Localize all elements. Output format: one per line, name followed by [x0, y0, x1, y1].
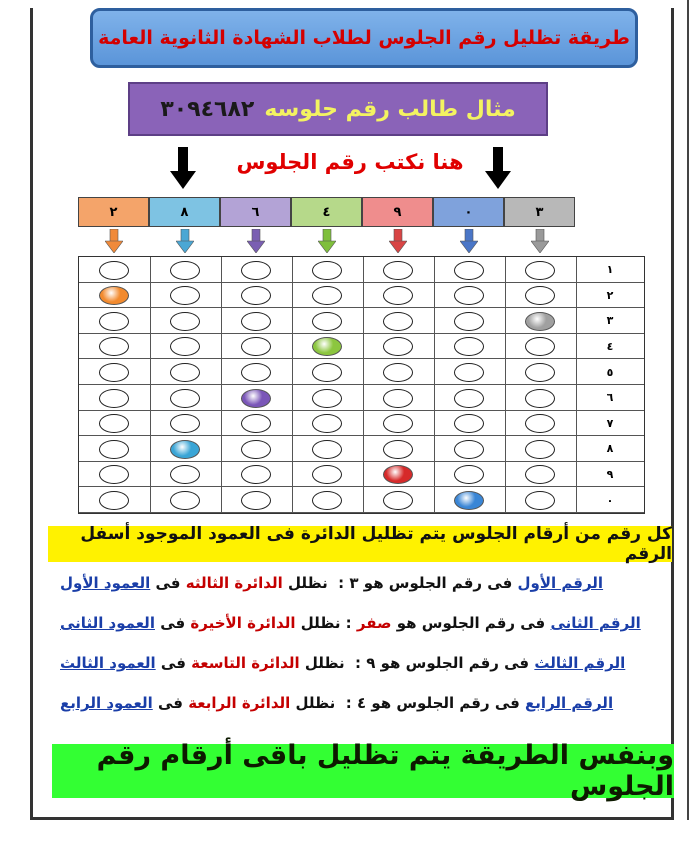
filled-bubble[interactable]: [170, 440, 200, 459]
bubble[interactable]: [241, 286, 271, 305]
bubble[interactable]: [525, 389, 555, 408]
rule-4-digit: الرقم الرابع: [525, 694, 614, 712]
bubble[interactable]: [99, 261, 129, 280]
bubble[interactable]: [454, 440, 484, 459]
bubble[interactable]: [383, 286, 413, 305]
column-arrow-icon: [247, 229, 265, 253]
row-number-label: ٠: [606, 493, 614, 507]
bubble[interactable]: [170, 312, 200, 331]
rule-1-circle: الدائرة الثالثه: [185, 574, 283, 592]
rule-1-digit: الرقم الأول: [517, 574, 604, 592]
filled-bubble[interactable]: [99, 286, 129, 305]
row-number-label: ٣: [606, 314, 614, 328]
rule-2-text2: : نظلل: [295, 614, 357, 632]
grid-row: [79, 257, 644, 283]
rule-2: [60, 608, 668, 638]
footer-text: وبنفس الطريقة يتم تظليل باقى أرقام رقم الجلوس: [96, 740, 674, 802]
row-number-label: ٩: [606, 468, 614, 482]
bubble[interactable]: [312, 491, 342, 510]
grid-column-divider: [363, 257, 364, 513]
bubble[interactable]: [312, 389, 342, 408]
bubble[interactable]: [170, 414, 200, 433]
bubble[interactable]: [383, 440, 413, 459]
row-number-label: ٤: [606, 340, 614, 354]
grid-row: [79, 436, 644, 462]
bubble[interactable]: [312, 286, 342, 305]
rule-1: [60, 568, 668, 598]
bubble[interactable]: [99, 312, 129, 331]
down-arrow-icon: [170, 147, 196, 189]
rule-3-in: فى: [155, 654, 192, 672]
bubble[interactable]: [170, 389, 200, 408]
title-text: طريقة تظليل رقم الجلوس لطلاب الشهادة الثانوية العامة: [98, 27, 630, 49]
row-number-label: ٥: [606, 365, 614, 379]
bubble[interactable]: [312, 363, 342, 382]
rule-1-text: فى رقم الجلوس هو ٣ : نظلل: [282, 574, 518, 592]
grid-row: [79, 283, 644, 309]
bubble[interactable]: [383, 363, 413, 382]
grid-row: [79, 334, 644, 360]
rule-4-text: فى رقم الجلوس هو ٤ : نظلل: [290, 694, 526, 712]
rule-2-column: العمود الثانى: [60, 614, 155, 632]
row-number-label: ٧: [606, 416, 614, 430]
row-number-label: ٢: [606, 288, 614, 302]
bubble[interactable]: [454, 389, 484, 408]
write-here-label: هنا نكتب رقم الجلوس: [236, 150, 464, 174]
bubble[interactable]: [241, 363, 271, 382]
row-number-label: ١: [606, 263, 614, 277]
bubble[interactable]: [99, 389, 129, 408]
bubble[interactable]: [525, 414, 555, 433]
grid-row: [79, 359, 644, 385]
bubble[interactable]: [454, 363, 484, 382]
bubble[interactable]: [525, 440, 555, 459]
filled-bubble[interactable]: [525, 312, 555, 331]
rule-3-column: العمود الثالث: [60, 654, 156, 672]
example-box: [128, 82, 548, 136]
grid-row: [79, 487, 644, 513]
footer-banner: [52, 740, 674, 802]
bubble[interactable]: [241, 312, 271, 331]
bubble[interactable]: [454, 414, 484, 433]
grid-column-divider: [576, 257, 577, 513]
bubble[interactable]: [312, 414, 342, 433]
bubble[interactable]: [312, 312, 342, 331]
filled-bubble[interactable]: [241, 389, 271, 408]
right-border: [687, 0, 689, 820]
column-arrow-icon: [389, 229, 407, 253]
grid-column-divider: [221, 257, 222, 513]
bubble[interactable]: [383, 261, 413, 280]
rule-2-zero: صفر: [356, 614, 392, 632]
seat-digit-box: ٩: [362, 197, 433, 227]
rule-4-column: العمود الرابع: [60, 694, 153, 712]
bubble-grid: [78, 256, 645, 514]
grid-row: [79, 462, 644, 488]
bubble[interactable]: [241, 261, 271, 280]
seat-digit-box: ٢: [78, 197, 149, 227]
column-arrow-icon: [105, 229, 123, 253]
example-number: ٣٠٩٤٦٨٢: [160, 96, 255, 122]
rule-1-in: فى: [150, 574, 186, 592]
bubble[interactable]: [170, 491, 200, 510]
instruction-text: كل رقم من أرقام الجلوس يتم تظليل الدائرة فى العمود الموجود أسفل الرقم: [80, 524, 672, 564]
rule-4-in: فى: [152, 694, 189, 712]
rule-3-digit: الرقم الثالث: [534, 654, 626, 672]
bubble[interactable]: [312, 261, 342, 280]
grid-column-divider: [150, 257, 151, 513]
column-arrow-icon: [460, 229, 478, 253]
bubble[interactable]: [312, 440, 342, 459]
bubble[interactable]: [241, 440, 271, 459]
instruction-banner: [48, 526, 672, 562]
rule-1-column: العمود الأول: [60, 574, 151, 592]
bubble[interactable]: [170, 286, 200, 305]
seat-digit-box: ٣: [504, 197, 575, 227]
grid-column-divider: [434, 257, 435, 513]
bubble[interactable]: [170, 363, 200, 382]
grid-row: [79, 411, 644, 437]
seat-digit-box: ٦: [220, 197, 291, 227]
bubble[interactable]: [383, 389, 413, 408]
grid-row: [79, 385, 644, 411]
rule-3-circle: الدائرة التاسعة: [191, 654, 300, 672]
bubble[interactable]: [170, 261, 200, 280]
page-title: [90, 8, 638, 68]
rule-3: [60, 648, 668, 678]
grid-row: [79, 308, 644, 334]
bubble[interactable]: [99, 363, 129, 382]
seat-digit-box: ٠: [433, 197, 504, 227]
bubble[interactable]: [383, 414, 413, 433]
filled-bubble[interactable]: [454, 491, 484, 510]
bubble[interactable]: [383, 312, 413, 331]
column-arrow-icon: [531, 229, 549, 253]
rule-3-text: فى رقم الجلوس هو ٩ : نظلل: [299, 654, 535, 672]
seat-digit-box: ٤: [291, 197, 362, 227]
rule-2-in: فى: [154, 614, 191, 632]
bubble[interactable]: [454, 261, 484, 280]
bubble[interactable]: [99, 414, 129, 433]
seat-number-boxes: [78, 197, 575, 227]
bubble[interactable]: [454, 312, 484, 331]
seat-digit-box: ٨: [149, 197, 220, 227]
column-arrow-icon: [318, 229, 336, 253]
down-arrow-icon: [485, 147, 511, 189]
bubble[interactable]: [525, 286, 555, 305]
example-label: مثال طالب رقم جلوسه: [264, 96, 516, 122]
grid-column-divider: [292, 257, 293, 513]
bubble[interactable]: [525, 363, 555, 382]
rule-4: [60, 688, 668, 718]
row-number-label: ٦: [606, 391, 614, 405]
bubble[interactable]: [241, 414, 271, 433]
rule-2-circle: الدائرة الأخيرة: [190, 614, 296, 632]
bubble[interactable]: [99, 491, 129, 510]
bubble[interactable]: [525, 261, 555, 280]
bubble[interactable]: [525, 491, 555, 510]
bubble[interactable]: [454, 286, 484, 305]
rule-4-circle: الدائرة الرابعة: [188, 694, 291, 712]
bubble[interactable]: [383, 491, 413, 510]
row-number-label: ٨: [606, 442, 614, 456]
bubble[interactable]: [99, 440, 129, 459]
bubble[interactable]: [241, 491, 271, 510]
rule-2-text: فى رقم الجلوس هو: [391, 614, 551, 632]
rule-2-digit: الرقم الثانى: [550, 614, 641, 632]
grid-column-divider: [505, 257, 506, 513]
column-arrow-icon: [176, 229, 194, 253]
